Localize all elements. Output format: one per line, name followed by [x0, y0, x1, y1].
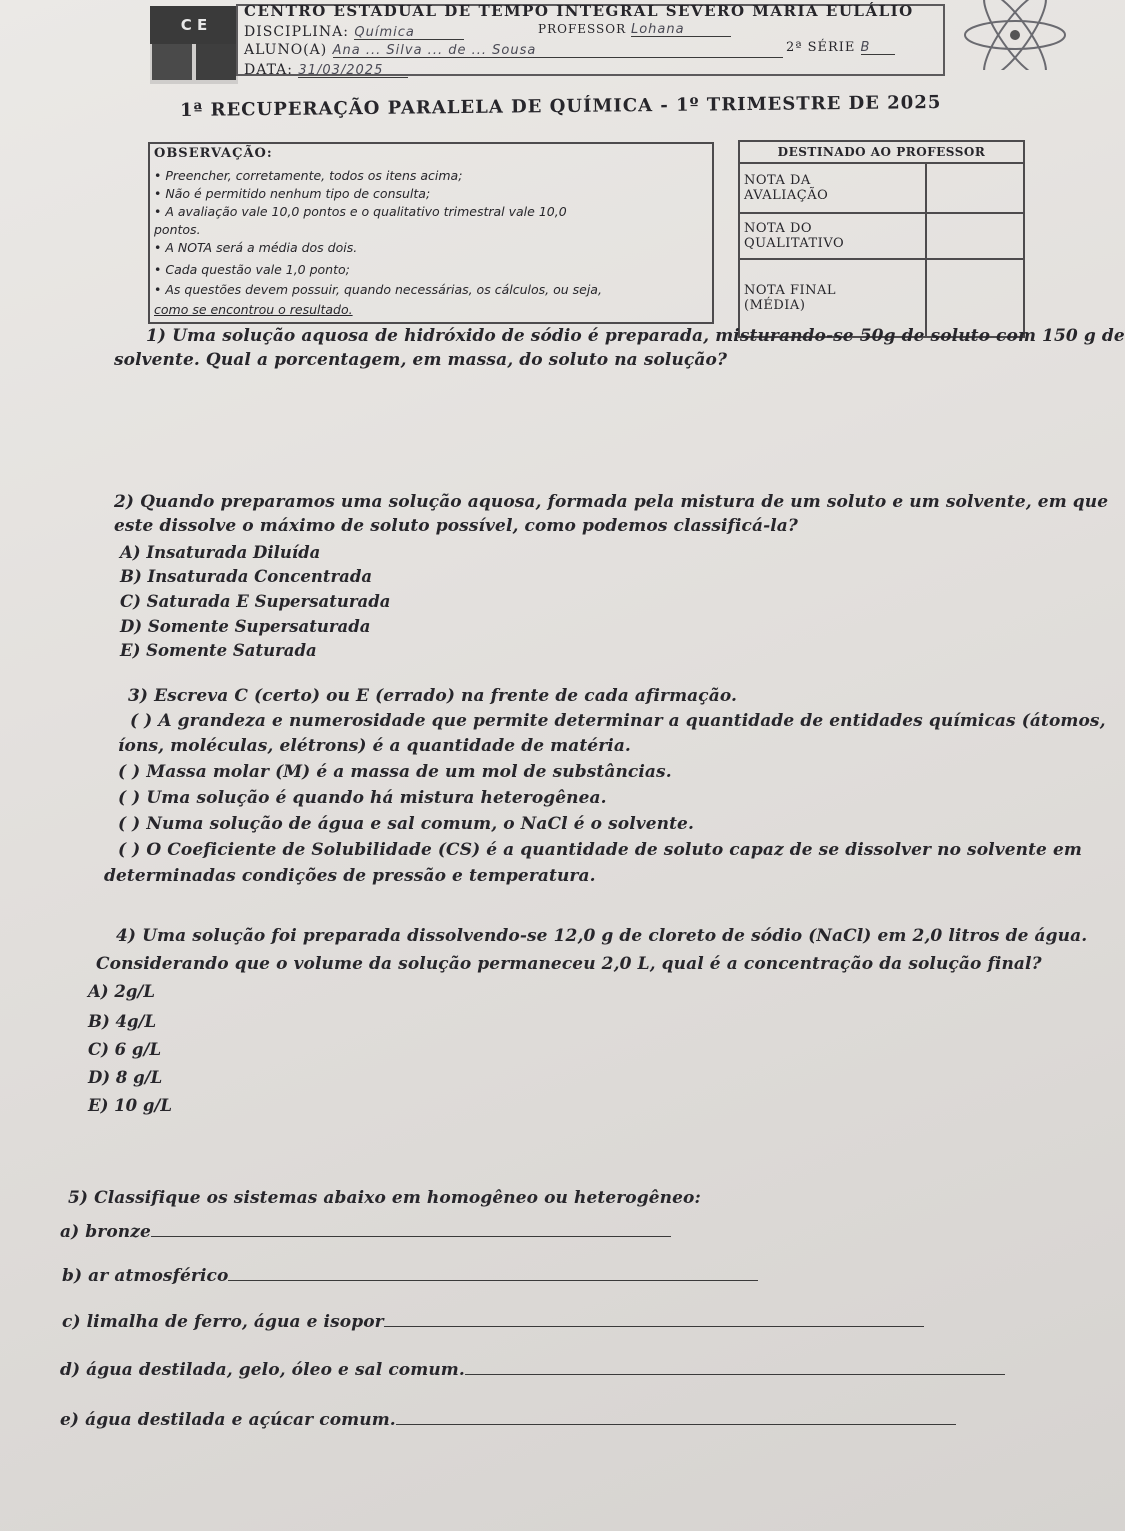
observation-line: • Não é permitido nenhum tipo de consulta; — [154, 186, 431, 201]
school-logo — [148, 4, 240, 86]
question-4-option[interactable]: E) 10 g/L — [88, 1096, 172, 1115]
grade-value-cell[interactable] — [926, 213, 1024, 259]
question-2-text: este dissolve o máximo de soluto possível, como podemos classificá-la? — [114, 516, 798, 536]
logo-letters: C E — [150, 6, 238, 44]
series-value: 2ª — [786, 40, 803, 55]
question-1-answer-area[interactable] — [114, 380, 1014, 480]
question-5-item-label: d) água destilada, gelo, óleo e sal comum. — [60, 1360, 465, 1380]
question-5-answer-line[interactable] — [396, 1410, 956, 1425]
question-5-answer-line[interactable] — [151, 1222, 671, 1237]
question-5-answer-line[interactable] — [465, 1360, 1005, 1375]
observation-line: como se encontrou o resultado. — [154, 302, 353, 317]
observation-heading: OBSERVAÇÃO: — [154, 146, 273, 161]
question-4-option[interactable]: D) 8 g/L — [88, 1068, 163, 1087]
question-4-option[interactable]: C) 6 g/L — [88, 1040, 162, 1059]
question-5-item-label: b) ar atmosférico — [62, 1266, 229, 1286]
grade-label-line: (MÉDIA) — [744, 298, 806, 313]
question-5-item — [62, 1266, 758, 1286]
question-5-item — [62, 1312, 924, 1332]
question-2-option[interactable]: E) Somente Saturada — [120, 641, 317, 660]
grade-table-heading: DESTINADO AO PROFESSOR — [739, 141, 1024, 163]
question-3-item-continuation: determinadas condições de pressão e temperatura. — [104, 866, 596, 886]
series-line — [786, 40, 895, 55]
question-2-option[interactable]: A) Insaturada Diluída — [120, 543, 321, 562]
question-5-answer-line[interactable] — [384, 1312, 924, 1327]
observation-line: • A avaliação vale 10,0 pontos e o qualitativo trimestral vale 10,0 — [154, 204, 567, 219]
student-label: ALUNO(A) — [244, 42, 328, 58]
discipline-line — [244, 24, 464, 40]
discipline-label: DISCIPLINA: — [244, 24, 349, 40]
observation-line: • Preencher, corretamente, todos os itens acima; — [154, 168, 463, 183]
grade-label — [739, 163, 926, 213]
question-5-heading: 5) Classifique os sistemas abaixo em homogêneo ou heterogêneo: — [68, 1188, 701, 1208]
school-name: CENTRO ESTADUAL DE TEMPO INTEGRAL SEVERO MARIA EULÁLIO — [244, 2, 914, 20]
question-5-item — [60, 1222, 671, 1242]
date-line — [244, 62, 408, 78]
observation-line: • Cada questão vale 1,0 ponto; — [154, 262, 350, 277]
question-4-option[interactable]: B) 4g/L — [88, 1012, 157, 1031]
page-title: 1ª RECUPERAÇÃO PARALELA DE QUÍMICA - 1º TRIMESTRE DE 2025 — [179, 92, 942, 121]
question-5-item — [60, 1360, 1005, 1380]
question-3-item[interactable]: ( ) O Coeficiente de Solubilidade (CS) é a quantidade de soluto capaz de se dissolver no solvente em — [118, 840, 1082, 860]
teacher-label: PROFESSOR — [538, 22, 627, 36]
date-field[interactable]: 31/03/2025 — [298, 63, 408, 78]
observation-line: pontos. — [154, 222, 201, 237]
series-label: SÉRIE — [807, 40, 856, 55]
question-2-text: 2) Quando preparamos uma solução aquosa, formada pela mistura de um soluto e um solvente, em que — [114, 492, 1109, 512]
question-5-answer-line[interactable] — [228, 1266, 758, 1281]
observation-line: • A NOTA será a média dos dois. — [154, 240, 358, 255]
teacher-field[interactable]: Lohana — [631, 22, 731, 37]
question-3-item[interactable]: ( ) Uma solução é quando há mistura heterogênea. — [118, 788, 607, 808]
grade-table — [738, 140, 1025, 338]
atom-icon — [960, 0, 1070, 70]
question-4-text: Considerando que o volume da solução permaneceu 2,0 L, qual é a concentração da solução final? — [96, 954, 1042, 974]
observation-box — [148, 142, 714, 324]
question-5-item-label: c) limalha de ferro, água e isopor — [62, 1312, 384, 1332]
question-3-item[interactable]: ( ) A grandeza e numerosidade que permite determinar a quantidade de entidades químicas (átomos, — [130, 711, 1106, 731]
grade-label-line: NOTA DA — [744, 173, 811, 188]
teacher-line — [538, 22, 731, 37]
question-1-text: solvente. Qual a porcentagem, em massa, do soluto na solução? — [114, 350, 728, 370]
question-3-item[interactable]: ( ) Numa solução de água e sal comum, o NaCl é o solvente. — [118, 814, 694, 834]
discipline-field[interactable]: Química — [354, 25, 464, 40]
question-4-option[interactable]: A) 2g/L — [88, 982, 155, 1001]
grade-label — [739, 213, 926, 259]
question-2-option[interactable]: C) Saturada E Supersaturada — [120, 592, 391, 611]
question-4-text: 4) Uma solução foi preparada dissolvendo-se 12,0 g de cloreto de sódio (NaCl) em 2,0 litros de água. — [116, 926, 1088, 946]
grade-label-line: NOTA DO — [744, 221, 813, 236]
question-5-item-label: a) bronze — [60, 1222, 151, 1242]
grade-value-cell[interactable] — [926, 163, 1024, 213]
series-field[interactable]: B — [861, 40, 895, 55]
observation-line: • As questões devem possuir, quando necessárias, os cálculos, ou seja, — [154, 282, 602, 297]
question-5-item-label: e) água destilada e açúcar comum. — [60, 1410, 396, 1430]
question-2-option[interactable]: B) Insaturada Concentrada — [120, 567, 373, 586]
question-1-text: 1) Uma solução aquosa de hidróxido de sódio é preparada, misturando-se 50g de soluto com 150 g de — [146, 326, 1125, 346]
student-line — [244, 42, 783, 58]
question-3-heading: 3) Escreva C (certo) ou E (errado) na frente de cada afirmação. — [128, 686, 737, 706]
date-label: DATA: — [244, 62, 293, 78]
student-field[interactable]: Ana ... Silva ... de ... Sousa — [333, 43, 783, 58]
question-5-item — [60, 1410, 956, 1430]
question-3-item[interactable]: ( ) Massa molar (M) é a massa de um mol de substâncias. — [118, 762, 672, 782]
grade-label-line: NOTA FINAL — [744, 283, 837, 298]
question-2-option[interactable]: D) Somente Supersaturada — [120, 617, 371, 636]
grade-label-line: AVALIAÇÃO — [744, 188, 829, 203]
question-3-item-continuation: íons, moléculas, elétrons) é a quantidade de matéria. — [118, 736, 631, 756]
grade-label-line: QUALITATIVO — [744, 236, 845, 251]
